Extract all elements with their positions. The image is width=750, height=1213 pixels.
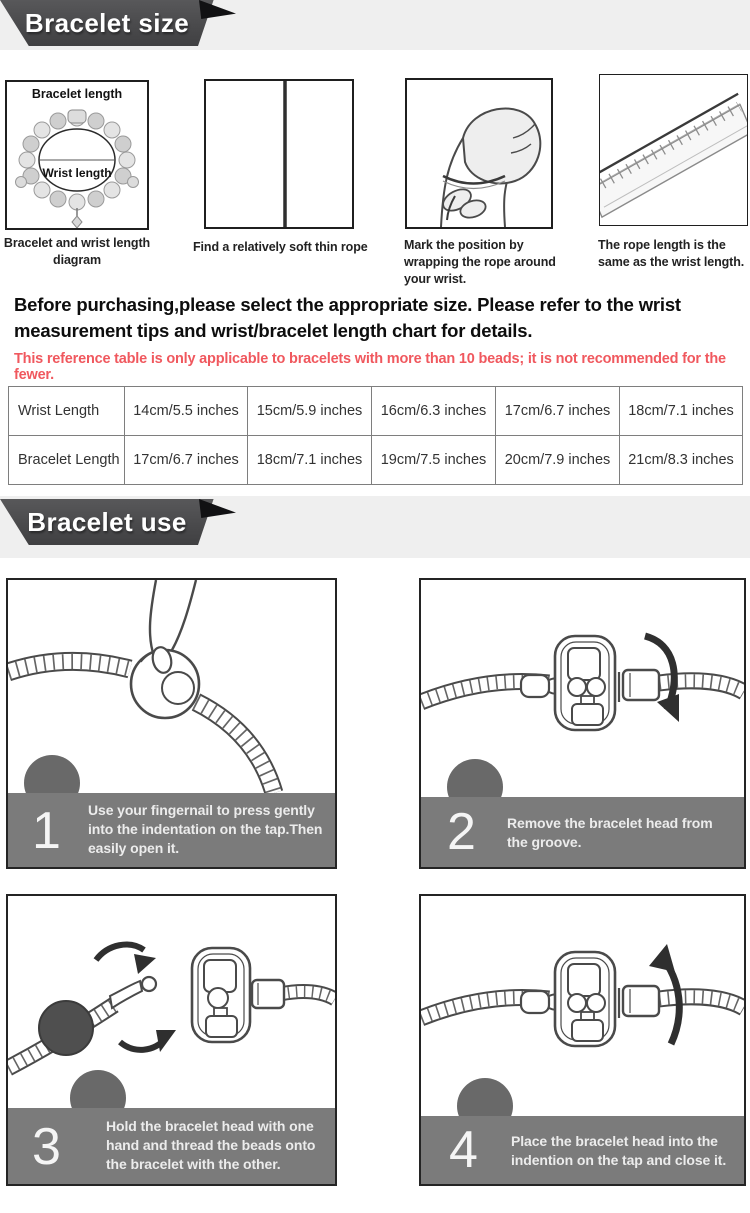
table-cell: 15cm/5.9 inches — [248, 387, 372, 436]
use-step-panel-3 — [6, 894, 337, 1186]
wrist-length-label: Wrist length — [42, 166, 112, 180]
step-instruction: Use your fingernail to press gently into the indentation on the tap.Then easily open it. — [88, 802, 323, 856]
use-step-panel-1 — [6, 578, 337, 869]
table-cell: 19cm/7.5 inches — [372, 436, 496, 485]
bracelet-size-title: Bracelet size — [24, 8, 190, 38]
use-step-panel-2 — [419, 578, 746, 869]
bracelet-length-header: Bracelet Length — [9, 436, 125, 485]
caption-wrist-wrap: Mark the position by wrapping the rope around your wrist. — [404, 238, 556, 286]
bracelet-use-banner — [0, 499, 240, 546]
bracelet-length-label: Bracelet length — [31, 87, 123, 101]
rope-panel — [204, 79, 354, 229]
use-step-panel-4 — [419, 894, 746, 1186]
step-instruction: Remove the bracelet head from the groove. — [507, 815, 713, 850]
ruler-panel — [599, 74, 748, 226]
caption-bracelet-diagram: Bracelet and wrist length diagram — [3, 236, 151, 267]
caption-rope: Find a relatively soft thin rope — [193, 240, 368, 254]
table-cell: 14cm/5.5 inches — [125, 387, 248, 436]
step-number: 2 — [447, 803, 476, 861]
table-row-wrist — [9, 387, 743, 436]
table-cell: 21cm/8.3 inches — [620, 436, 743, 485]
table-cell: 16cm/6.3 inches — [372, 387, 496, 436]
step-number: 4 — [449, 1121, 478, 1179]
bracelet-use-title: Bracelet use — [27, 507, 187, 537]
bracelet-size-banner — [0, 0, 240, 47]
close-clasp-illustration — [421, 896, 744, 1109]
step-instruction: Hold the bracelet head with one hand and thread the beads onto the bracelet with the other. — [106, 1118, 316, 1172]
bracelet-diagram-panel — [5, 80, 149, 230]
wrist-length-header: Wrist Length — [9, 387, 125, 436]
table-cell: 17cm/6.7 inches — [496, 387, 620, 436]
rope-illustration — [206, 81, 352, 227]
thread-beads-illustration — [8, 896, 335, 1110]
bracelet-diagram-illustration — [7, 82, 147, 228]
wrist-wrap-panel — [405, 78, 553, 229]
step-instruction: Place the bracelet head into the indention on the tap and close it. — [511, 1133, 727, 1168]
size-chart-table — [8, 386, 743, 485]
caption-ruler: The rope length is the same as the wrist length. — [598, 238, 745, 269]
step-number: 3 — [32, 1118, 61, 1176]
wrist-wrap-illustration — [407, 80, 551, 227]
step-number: 1 — [32, 802, 61, 860]
ruler-illustration — [600, 75, 747, 225]
intro-text: Before purchasing,please select the appropriate size. Please refer to the wrist measurement tips and wrist/bracelet length chart for details. — [14, 294, 681, 341]
table-cell: 20cm/7.9 inches — [496, 436, 620, 485]
table-row-bracelet — [9, 436, 743, 485]
table-cell: 18cm/7.1 inches — [248, 436, 372, 485]
table-cell: 17cm/6.7 inches — [125, 436, 248, 485]
reference-note-text: This reference table is only applicable to bracelets with more than 10 beads; it is not recommended for the fewer. — [14, 351, 726, 383]
table-cell: 18cm/7.1 inches — [620, 387, 743, 436]
